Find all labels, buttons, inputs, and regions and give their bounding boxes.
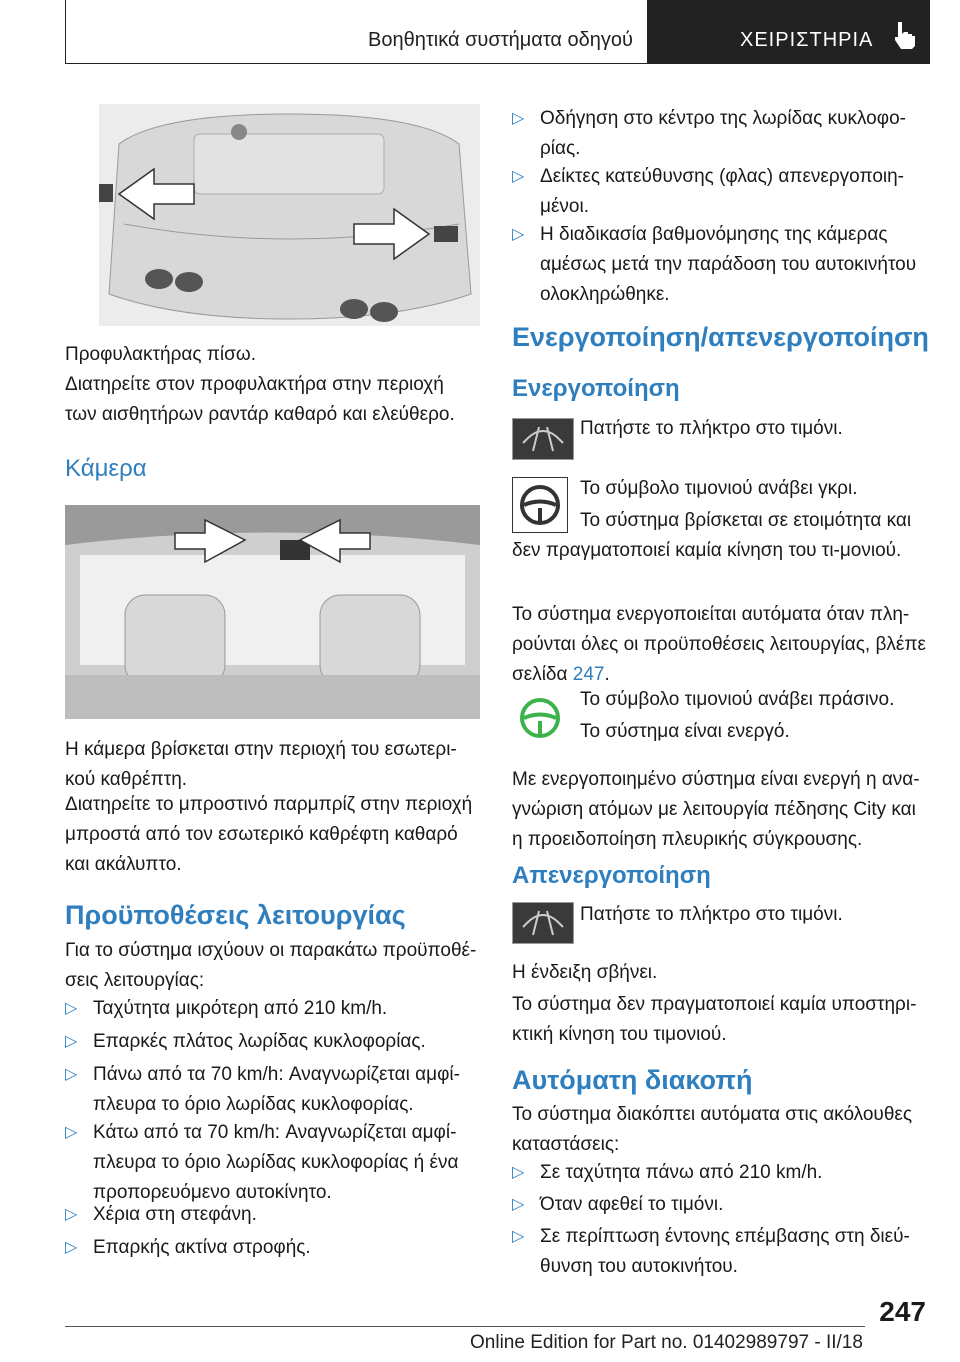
auto-stop-intro: Το σύστημα διακόπτει αυτόματα στις ακόλουθες καταστάσεις:	[512, 1104, 913, 1155]
steering-wheel-green-icon	[512, 690, 568, 746]
rear-text: Διατηρείτε στον προφυλακτήρα στην περιοχή των αισθητήρων ραντάρ καθαρό και ελεύθερο.	[65, 374, 455, 425]
list-item: ▷ Πάνω από τα 70 km/h: Αναγνωρίζεται αμφί-πλευρα το όριο λωρίδας κυκλοφορίας.	[65, 1060, 480, 1120]
onoff-heading: Ενεργοποίηση/απενεργοποίηση	[512, 322, 929, 352]
prereq-intro: Για το σύστημα ισχύουν οι παρακάτω προϋποθέ-σεις λειτουργίας:	[65, 940, 477, 991]
list-item: ▷ Επαρκές πλάτος λωρίδας κυκλοφορίας.	[65, 1027, 480, 1057]
list-item: ▷ Οδήγηση στο κέντρο της λωρίδας κυκλοφο-ρίας.	[512, 104, 927, 164]
header-chapter	[648, 0, 930, 64]
off-display: Η ένδειξη σβήνει.	[512, 962, 658, 983]
off-heading: Απενεργοποίηση	[512, 862, 711, 889]
header-chapter-title: ΧΕΙΡΙΣΤΗΡΙΑ	[740, 29, 874, 51]
header-section-title: Βοηθητικά συστήματα οδηγού	[368, 29, 633, 51]
camera-text: Διατηρείτε το μπροστινό παρμπρίζ στην περιοχή μπροστά από τον εσωτερικό καθρέφτη καθαρό και ακάλυπτο.	[65, 794, 473, 875]
off-press: Πατήστε το πλήκτρο στο τιμόνι.	[580, 904, 843, 925]
page-number: 247	[879, 1296, 926, 1327]
list-item: ▷ Χέρια στη στεφάνη.	[65, 1200, 480, 1230]
on-press: Πατήστε το πλήκτρο στο τιμόνι.	[580, 418, 843, 439]
camera-heading: Κάμερα	[65, 455, 147, 482]
rear-caption: Προφυλακτήρας πίσω.	[65, 344, 256, 365]
list-item: ▷ Σε περίπτωση έντονης επέμβασης στη διεύ-θυνση του αυτοκινήτου.	[512, 1222, 927, 1282]
auto-on-text: Το σύστημα ενεργοποιείται αυτόματα όταν πλη-ρούνται όλες οι προϋποθέσεις λειτουργίας, βλέπε σελίδα 247.	[512, 604, 926, 685]
list-item: ▷ Δείκτες κατεύθυνσης (φλας) απενεργοποιη-μένοι.	[512, 162, 927, 222]
off-text: Το σύστημα δεν πραγματοποιεί καμία υποστηρι-κτική κίνηση του τιμονιού.	[512, 994, 917, 1045]
list-item: ▷ Σε ταχύτητα πάνω από 210 km/h.	[512, 1158, 927, 1188]
pointing-hand-icon	[892, 20, 918, 50]
gray-ready: Το σύστημα βρίσκεται σε ετοιμότητα και δεν πραγματοποιεί καμία κίνηση του τι-μονιού.	[512, 510, 912, 561]
active-text: Με ενεργοποιημένο σύστημα είναι ενεργή η ανα-γνώριση ατόμων με λειτουργία πέδησης City και η προειδοποίηση πλευρικής σύγκρουσης.	[512, 769, 920, 850]
footer-divider	[65, 1326, 865, 1327]
page-link[interactable]: 247	[572, 664, 605, 685]
green-active: Το σύστημα είναι ενεργό.	[580, 721, 790, 742]
list-item: ▷ Επαρκής ακτίνα στροφής.	[65, 1233, 480, 1263]
page-header	[65, 0, 930, 64]
camera-image	[65, 505, 480, 719]
list-item: ▷ Όταν αφεθεί το τιμόνι.	[512, 1190, 927, 1220]
on-heading: Ενεργοποίηση	[512, 375, 680, 402]
footer-edition: Online Edition for Part no. 01402989797 - II/18	[470, 1332, 863, 1353]
auto-stop-heading: Αυτόματη διακοπή	[512, 1065, 753, 1095]
camera-caption: Η κάμερα βρίσκεται στην περιοχή του εσωτερι-κού καθρέπτη.	[65, 739, 457, 790]
list-item: ▷ Κάτω από τα 70 km/h: Αναγνωρίζεται αμφί-πλευρα το όριο λωρίδας κυκλοφορίας ή ένα προπορευόμενο αυτοκίνητο.	[65, 1118, 480, 1208]
steering-assist-button-icon	[512, 902, 574, 944]
gray-symbol: Το σύμβολο τιμονιού ανάβει γκρι.	[580, 478, 858, 499]
green-symbol: Το σύμβολο τιμονιού ανάβει πράσινο.	[580, 689, 895, 710]
steering-assist-button-icon	[512, 418, 574, 460]
list-item: ▷ Ταχύτητα μικρότερη από 210 km/h.	[65, 994, 480, 1024]
prereq-heading: Προϋποθέσεις λειτουργίας	[65, 900, 406, 930]
header-section	[65, 0, 648, 64]
list-item: ▷ Η διαδικασία βαθμονόμησης της κάμερας αμέσως μετά την παράδοση του αυτοκινήτου ολοκληρώθηκε.	[512, 220, 927, 310]
rear-bumper-image	[99, 104, 480, 326]
